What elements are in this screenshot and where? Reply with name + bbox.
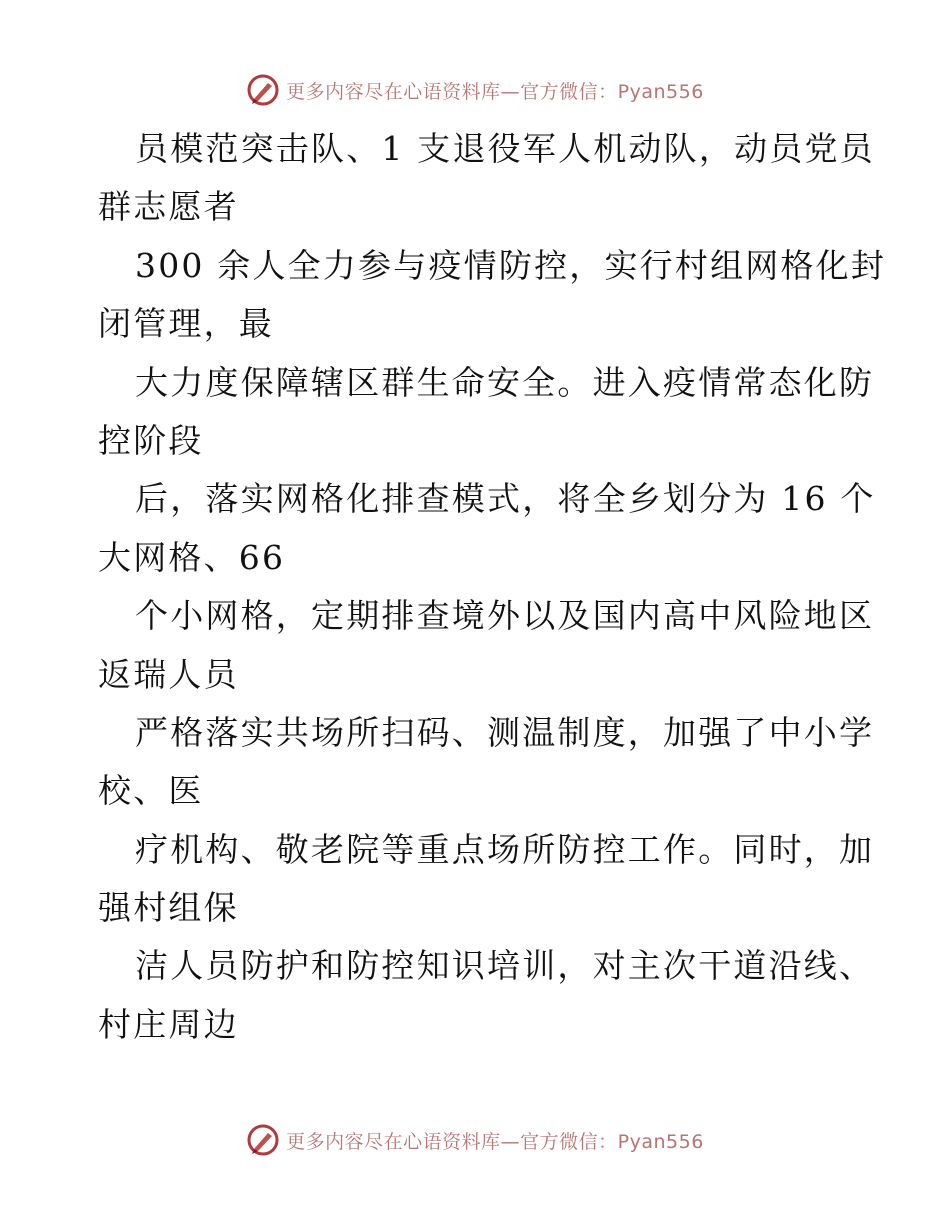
paragraph-line: 校、医	[98, 771, 204, 811]
paragraph-line: 返瑞人员	[98, 654, 239, 694]
paragraph-line: 大力度保障辖区群生命安全。进入疫情常态化防	[135, 362, 875, 402]
footer-watermark-banner	[0, 1120, 950, 1160]
paragraph-line: 闭管理，最	[98, 304, 274, 344]
paragraph-line: 村庄周边	[98, 1004, 239, 1044]
paragraph-line: 员模范突击队、1 支退役军人机动队，动员党员	[135, 129, 875, 168]
paragraph-line: 洁人员防护和防控知识培训，对主次干道沿线、	[135, 946, 875, 986]
paragraph-line: 后，落实网格化排查模式，将全乡划分为 16 个	[135, 479, 876, 519]
paragraph-line: 群志愿者	[98, 187, 239, 227]
paragraph-line: 控阶段	[98, 420, 204, 460]
paragraph-line: 严格落实共场所扫码、测温制度，加强了中小学	[135, 712, 875, 752]
header-watermark-text: 更多内容尽在心语资料库—官方微信：Pyan556	[286, 80, 704, 103]
paragraph-line: 大网格、66	[98, 537, 286, 577]
paragraph-line: 疗机构、敬老院等重点场所防控工作。同时，加	[135, 829, 875, 869]
paragraph-line: 个小网格，定期排查境外以及国内高中风险地区	[135, 596, 875, 636]
paragraph-line: 强村组保	[98, 888, 239, 928]
document-body	[98, 120, 887, 1054]
footer-watermark-text: 更多内容尽在心语资料库—官方微信：Pyan556	[286, 1130, 704, 1153]
paragraph-line: 300 余人全力参与疫情防控，实行村组网格化封	[135, 245, 887, 285]
pen-circle-logo-icon	[246, 73, 280, 107]
pen-circle-logo-icon	[246, 1123, 280, 1157]
header-watermark-banner	[0, 70, 950, 110]
